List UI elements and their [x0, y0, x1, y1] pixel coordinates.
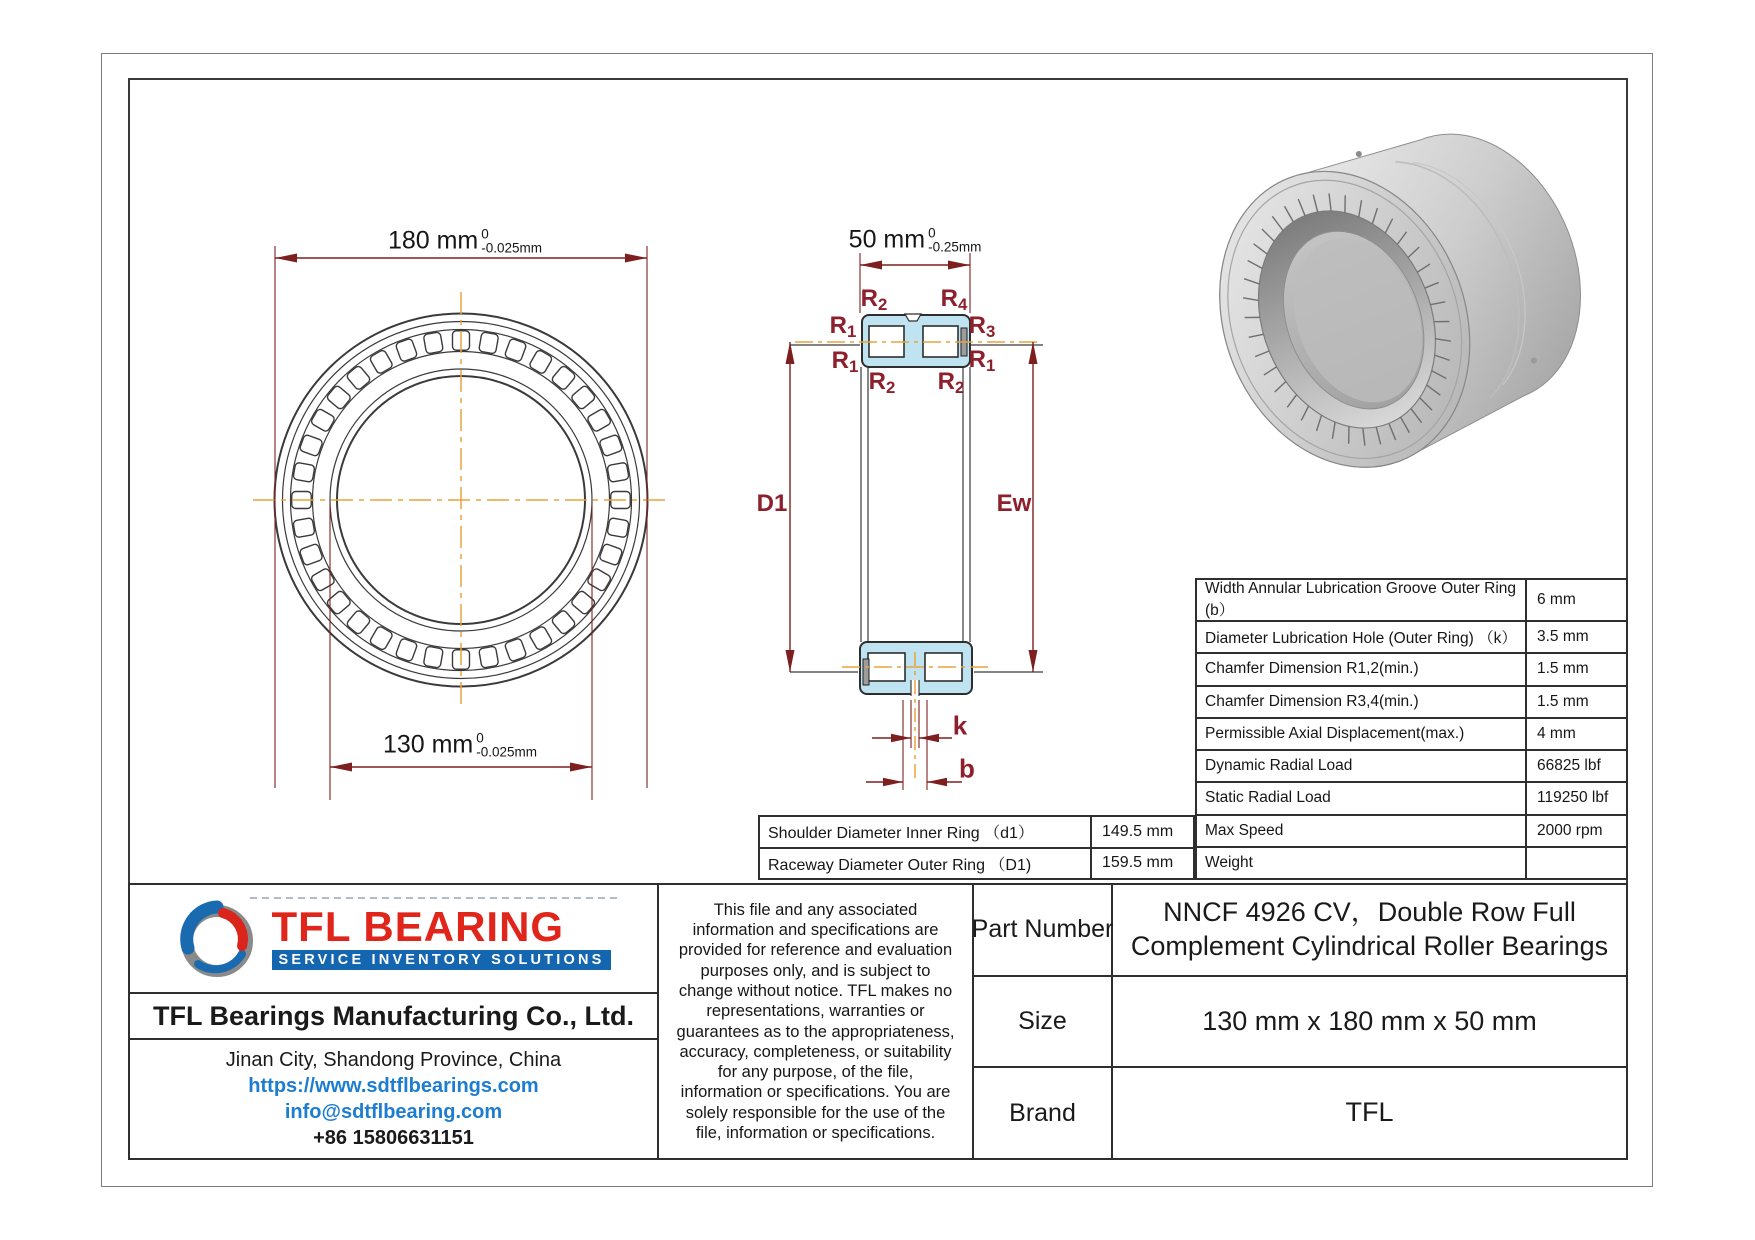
size-label: Size — [974, 977, 1111, 1067]
cross-section-view — [786, 253, 1044, 790]
disclaimer — [659, 885, 972, 1158]
r1-label-bottom-right: $R_1$ — [968, 346, 996, 375]
part-info-table — [971, 885, 1626, 1158]
logo-tagline: SERVICE INVENTORY SOLUTIONS — [272, 950, 612, 970]
ew-label: Ew — [996, 490, 1032, 517]
r1-label-left: $R_1$ — [829, 312, 857, 341]
micro-text-strip — [250, 897, 622, 899]
title-block — [128, 883, 1628, 1160]
r2-label-below-left: $R_2$ — [868, 368, 896, 397]
spec-value — [1527, 848, 1626, 878]
r1-label-bottom-left: $R_1$ — [831, 347, 859, 376]
part-number-label: Part Number — [974, 885, 1111, 975]
specifications-table — [1195, 578, 1628, 880]
spec-label: Max Speed — [1197, 816, 1525, 846]
company-website-link[interactable]: https://www.sdtflbearings.com — [248, 1074, 539, 1097]
company-logo — [130, 885, 657, 992]
company-address: Jinan City, Shandong Province, China — [225, 1048, 562, 1071]
r3-label-right: $R_3$ — [968, 312, 996, 341]
width-dim-text: 50 mm 0 -0.25mm — [848, 225, 982, 254]
spec-value: 3.5 mm — [1527, 622, 1626, 652]
k-dimension — [872, 700, 952, 748]
r4-label-top-right: $R_4$ — [940, 285, 968, 314]
d1-label: D1 — [756, 490, 788, 517]
spec-value: 6 mm — [1527, 580, 1626, 620]
company-phone: +86 15806631151 — [313, 1126, 474, 1149]
spec-value: 66825 lbf — [1527, 751, 1626, 781]
b-dimension — [866, 700, 962, 790]
spec-value: 1.5 mm — [1527, 654, 1626, 684]
spec-label: Width Annular Lubrication Groove Outer Ring (b） — [1197, 580, 1525, 620]
disclaimer-text: This file and any associated information and specifications are provided for reference and evaluation purposes only, and is subject to change without notice. TFL makes no representations, warranties or guarantees as to the appropriateness, accuracy, completeness, or suitability for any purpose, of the file, information or specifications. You are solely responsible for the use of the file, information or specifications. — [676, 900, 955, 1142]
k-label: k — [952, 710, 968, 741]
brand-value: TFL — [1113, 1068, 1626, 1158]
spec-label: Static Radial Load — [1197, 783, 1525, 813]
spec-value: 1.5 mm — [1527, 687, 1626, 717]
company-name: TFL Bearings Manufacturing Co., Ltd. — [130, 994, 657, 1038]
tfl-logo-icon — [176, 898, 258, 980]
r2-label-below-right: $R_2$ — [937, 368, 965, 397]
spec-value: 119250 lbf — [1527, 783, 1626, 813]
spec-value: 2000 rpm — [1527, 816, 1626, 846]
outer-diameter-dim-text: 180 mm 0 -0.025mm — [387, 226, 543, 255]
spec-label: Chamfer Dimension R3,4(min.) — [1197, 687, 1525, 717]
dims-label: Raceway Diameter Outer Ring （D1) — [760, 849, 1090, 879]
spec-label: Permissible Axial Displacement(max.) — [1197, 719, 1525, 749]
front-view — [253, 246, 669, 800]
spec-label: Weight — [1197, 848, 1525, 878]
company-contact — [130, 1040, 657, 1158]
logo-title: TFL BEARING — [271, 903, 565, 950]
spec-label: Chamfer Dimension R1,2(min.) — [1197, 654, 1525, 684]
bore-diameter-dim-text: 130 mm 0 -0.025mm — [382, 730, 538, 759]
company-email-link[interactable]: info@sdtflbearing.com — [284, 1100, 503, 1123]
company-column — [130, 885, 657, 1158]
r2-label-top-left: $R_2$ — [860, 285, 888, 314]
part-number-value: NNCF 4926 CV，Double Row Full Complement Cylindrical Roller Bearings — [1113, 885, 1626, 975]
brand-label: Brand — [974, 1068, 1111, 1158]
size-value: 130 mm x 180 mm x 50 mm — [1113, 977, 1626, 1067]
spec-label: Dynamic Radial Load — [1197, 751, 1525, 781]
spec-value: 4 mm — [1527, 719, 1626, 749]
ring-diameters-table — [758, 815, 1195, 880]
centerline-crosshair — [253, 292, 669, 710]
b-label: b — [959, 753, 975, 784]
dims-label: Shoulder Diameter Inner Ring （d1） — [760, 817, 1090, 847]
dims-value: 149.5 mm — [1092, 817, 1193, 847]
dims-value: 159.5 mm — [1092, 849, 1193, 879]
spec-label: Diameter Lubrication Hole (Outer Ring) （k） — [1197, 622, 1525, 652]
bearing-3d-render — [1177, 89, 1625, 506]
